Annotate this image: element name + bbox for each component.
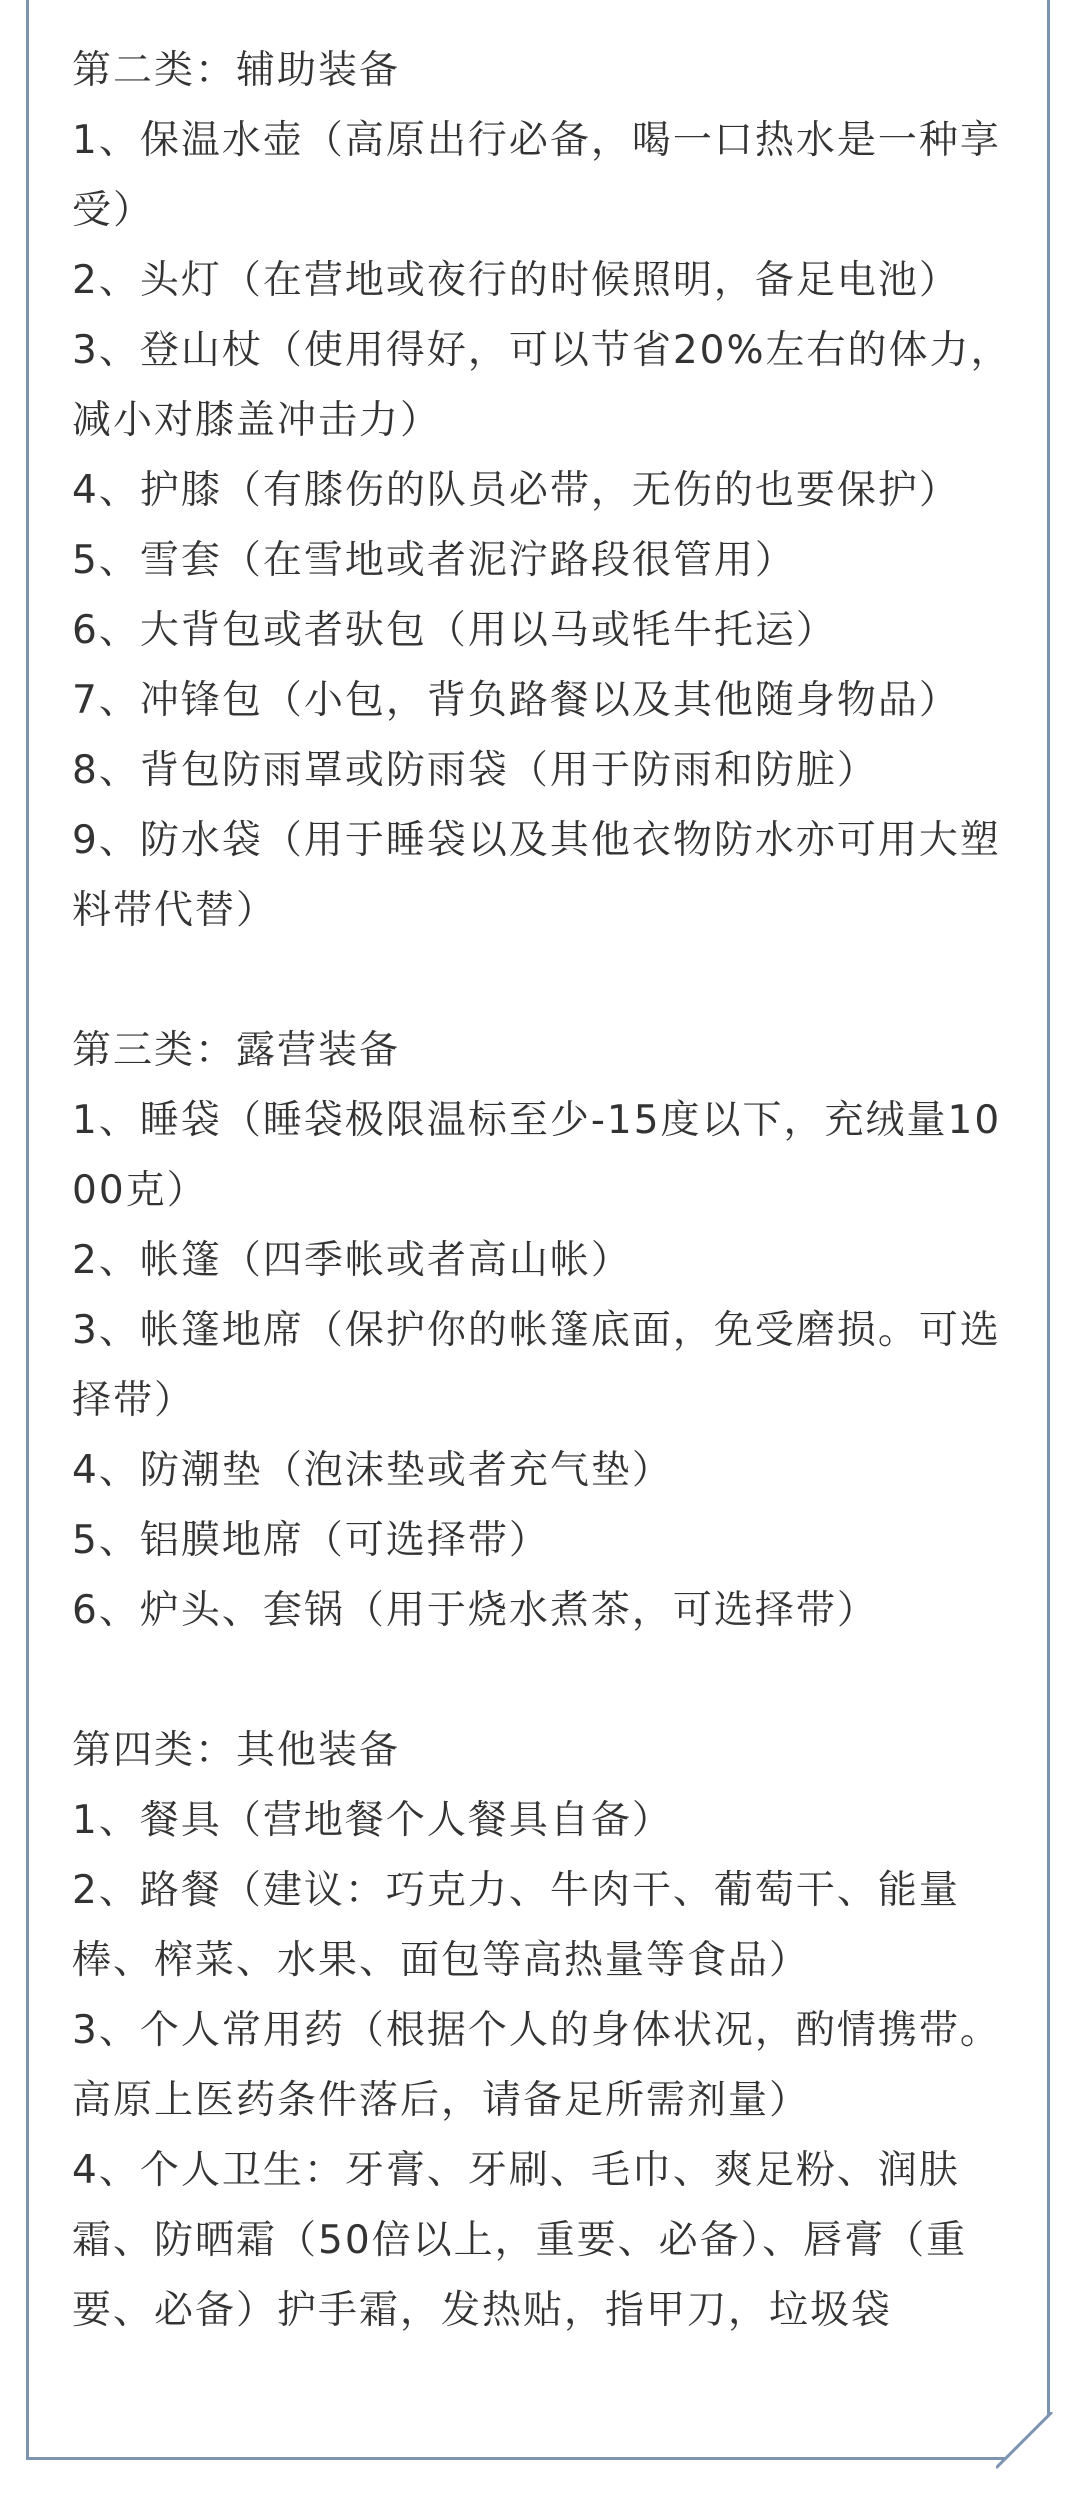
list-item: 2、路餐（建议：巧克力、牛肉干、葡萄干、能量棒、榨菜、水果、面包等高热量等食品） — [72, 1868, 960, 1983]
list-item: 3、登山杖（使用得好，可以节省20%左右的体力，减小对膝盖冲击力） — [72, 328, 1012, 443]
list-item: 3、帐篷地席（保护你的帐篷底面，免受磨损。可选择带） — [72, 1308, 1001, 1423]
list-item: 9、防水袋（用于睡袋以及其他衣物防水亦可用大塑料带代替） — [72, 818, 1001, 933]
list-item: 7、冲锋包（小包，背负路餐以及其他随身物品） — [72, 678, 960, 723]
list-item: 1、保温水壶（高原出行必备，喝一口热水是一种享受） — [72, 118, 1001, 233]
folded-corner-decoration — [996, 2412, 1054, 2470]
section-camping-equipment — [72, 1016, 1022, 1646]
list-item: 6、大背包或者驮包（用以马或牦牛托运） — [72, 608, 837, 653]
section-title: 第四类：其他装备 — [72, 1728, 401, 1773]
section-title: 第三类：露营装备 — [72, 1028, 401, 1073]
list-item: 4、个人卫生：牙膏、牙刷、毛巾、爽足粉、润肤霜、防晒霜（50倍以上，重要、必备）、唇膏（重要、必备）护手霜，发热贴，指甲刀，垃圾袋 — [72, 2148, 968, 2333]
list-item: 6、炉头、套锅（用于烧水煮茶，可选择带） — [72, 1588, 878, 1633]
list-item: 8、背包防雨罩或防雨袋（用于防雨和防脏） — [72, 748, 878, 793]
list-item: 5、铝膜地席（可选择带） — [72, 1518, 550, 1563]
list-item: 1、睡袋（睡袋极限温标至少-15度以下，充绒量1000克） — [72, 1098, 1002, 1213]
list-item: 4、护膝（有膝伤的队员必带，无伤的也要保护） — [72, 468, 960, 513]
list-item: 5、雪套（在雪地或者泥泞路段很管用） — [72, 538, 796, 583]
section-title: 第二类：辅助装备 — [72, 48, 401, 93]
list-item: 2、帐篷（四季帐或者高山帐） — [72, 1238, 632, 1283]
section-other-equipment — [72, 1716, 1022, 2346]
list-item: 4、防潮垫（泡沫垫或者充气垫） — [72, 1448, 673, 1493]
equipment-list — [72, 36, 1022, 2346]
list-item: 2、头灯（在营地或夜行的时候照明，备足电池） — [72, 258, 960, 303]
list-item: 3、个人常用药（根据个人的身体状况，酌情携带。高原上医药条件落后，请备足所需剂量） — [72, 2008, 1001, 2123]
section-auxiliary-equipment — [72, 36, 1022, 946]
list-item: 1、餐具（营地餐个人餐具自备） — [72, 1798, 673, 1843]
